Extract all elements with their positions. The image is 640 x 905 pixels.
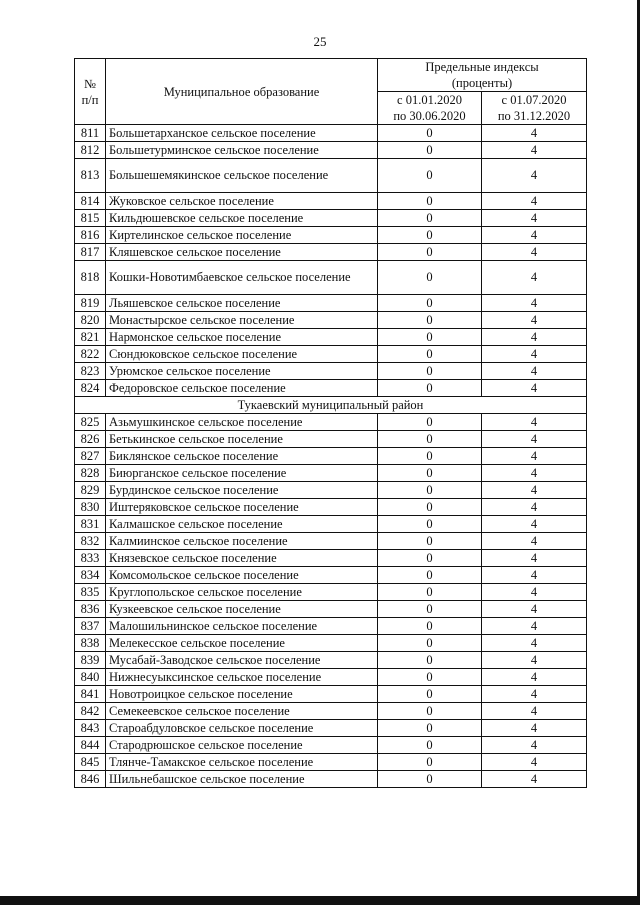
row-value-period1: 0 [378,754,482,771]
table-row [75,346,587,363]
section-row [75,397,587,414]
table-row [75,414,587,431]
row-value-period1: 0 [378,431,482,448]
row-value-period1: 0 [378,652,482,669]
row-name: Биклянское сельское поселение [106,448,378,465]
row-name: Бетькинское сельское поселение [106,431,378,448]
row-name: Калмашское сельское поселение [106,516,378,533]
row-value-period1: 0 [378,329,482,346]
table-row [75,584,587,601]
row-value-period1: 0 [378,533,482,550]
row-name: Бурдинское сельское поселение [106,482,378,499]
row-number: 839 [75,652,106,669]
row-name: Сюндюковское сельское поселение [106,346,378,363]
row-name: Льяшевское сельское поселение [106,295,378,312]
row-name: Биюрганское сельское поселение [106,465,378,482]
table-row [75,686,587,703]
row-number: 842 [75,703,106,720]
row-name: Монастырское сельское поселение [106,312,378,329]
table-row [75,499,587,516]
row-number: 827 [75,448,106,465]
row-number: 820 [75,312,106,329]
row-value-period2: 4 [482,346,587,363]
row-name: Азьмушкинское сельское поселение [106,414,378,431]
row-value-period2: 4 [482,635,587,652]
table-row [75,363,587,380]
row-value-period1: 0 [378,703,482,720]
row-name: Мусабай-Заводское сельское поселение [106,652,378,669]
row-value-period1: 0 [378,669,482,686]
row-name: Урюмское сельское поселение [106,363,378,380]
row-number: 834 [75,567,106,584]
row-name: Малошильнинское сельское поселение [106,618,378,635]
table-row [75,720,587,737]
header-period1-line1: с 01.01.2020 [397,93,462,107]
row-name: Князевское сельское поселение [106,550,378,567]
row-value-period1: 0 [378,686,482,703]
table-row [75,567,587,584]
table-row [75,482,587,499]
row-number: 844 [75,737,106,754]
row-value-period2: 4 [482,652,587,669]
table-row [75,295,587,312]
scan-edge-bottom [0,896,640,905]
header-municipality: Муниципальное образование [106,59,378,125]
row-value-period1: 0 [378,210,482,227]
table-row [75,601,587,618]
row-number: 823 [75,363,106,380]
table-row [75,618,587,635]
row-number: 811 [75,125,106,142]
header-period1 [378,92,482,125]
row-value-period2: 4 [482,261,587,295]
row-value-period1: 0 [378,720,482,737]
row-value-period1: 0 [378,312,482,329]
row-name: Круглопольское сельское поселение [106,584,378,601]
row-number: 829 [75,482,106,499]
row-name: Нижнесуыксинское сельское поселение [106,669,378,686]
row-number: 824 [75,380,106,397]
table-row [75,125,587,142]
row-value-period2: 4 [482,771,587,788]
row-value-period1: 0 [378,482,482,499]
table-row [75,635,587,652]
row-value-period2: 4 [482,703,587,720]
row-value-period1: 0 [378,618,482,635]
row-value-period1: 0 [378,193,482,210]
header-number-line1: № [84,76,96,91]
row-number: 831 [75,516,106,533]
row-value-period2: 4 [482,448,587,465]
section-title: Тукаевский муниципальный район [75,397,587,414]
row-number: 822 [75,346,106,363]
row-value-period1: 0 [378,448,482,465]
row-name: Нармонское сельское поселение [106,329,378,346]
row-value-period2: 4 [482,737,587,754]
table-row [75,754,587,771]
row-number: 828 [75,465,106,482]
row-value-period1: 0 [378,380,482,397]
row-value-period1: 0 [378,227,482,244]
row-value-period2: 4 [482,567,587,584]
header-period1-line2: по 30.06.2020 [393,109,466,123]
table-row [75,771,587,788]
row-number: 833 [75,550,106,567]
row-value-period1: 0 [378,584,482,601]
table-row [75,465,587,482]
row-value-period1: 0 [378,159,482,193]
row-value-period2: 4 [482,329,587,346]
header-period2-line1: с 01.07.2020 [501,93,567,107]
row-number: 816 [75,227,106,244]
row-name: Тлянче-Тамакское сельское поселение [106,754,378,771]
row-name: Мелекесское сельское поселение [106,635,378,652]
row-number: 846 [75,771,106,788]
row-value-period1: 0 [378,142,482,159]
row-number: 825 [75,414,106,431]
row-value-period1: 0 [378,567,482,584]
row-number: 845 [75,754,106,771]
row-value-period1: 0 [378,244,482,261]
row-number: 832 [75,533,106,550]
row-name: Киртелинское сельское поселение [106,227,378,244]
row-name: Кильдюшевское сельское поселение [106,210,378,227]
row-name: Семекеевское сельское поселение [106,703,378,720]
row-name: Староабдуловское сельское поселение [106,720,378,737]
header-indices-line2: (проценты) [451,76,513,90]
row-value-period2: 4 [482,601,587,618]
row-number: 841 [75,686,106,703]
header-period2-line2: по 31.12.2020 [497,109,571,123]
row-value-period2: 4 [482,550,587,567]
header-indices-line1: Предельные индексы [425,60,539,74]
row-number: 836 [75,601,106,618]
row-value-period1: 0 [378,261,482,295]
table-row [75,669,587,686]
indices-table [74,58,587,788]
row-value-period1: 0 [378,771,482,788]
row-value-period2: 4 [482,754,587,771]
table-row [75,142,587,159]
row-value-period2: 4 [482,142,587,159]
row-value-period1: 0 [378,414,482,431]
table-row [75,533,587,550]
row-value-period2: 4 [482,244,587,261]
table-row [75,703,587,720]
row-value-period1: 0 [378,295,482,312]
row-value-period2: 4 [482,363,587,380]
table-row [75,193,587,210]
row-name: Калмиинское сельское поселение [106,533,378,550]
row-number: 813 [75,159,106,193]
row-name: Стародрюшское сельское поселение [106,737,378,754]
row-number: 837 [75,618,106,635]
header-number [75,59,106,125]
row-value-period2: 4 [482,312,587,329]
table-row [75,550,587,567]
row-value-period2: 4 [482,584,587,601]
row-number: 835 [75,584,106,601]
table-row [75,431,587,448]
row-number: 826 [75,431,106,448]
row-number: 840 [75,669,106,686]
row-value-period2: 4 [482,686,587,703]
row-number: 819 [75,295,106,312]
row-value-period1: 0 [378,125,482,142]
row-number: 838 [75,635,106,652]
row-value-period1: 0 [378,465,482,482]
row-value-period2: 4 [482,380,587,397]
table-row [75,244,587,261]
row-value-period2: 4 [482,482,587,499]
table-row [75,448,587,465]
row-value-period2: 4 [482,618,587,635]
row-value-period2: 4 [482,414,587,431]
row-value-period1: 0 [378,516,482,533]
row-number: 812 [75,142,106,159]
row-number: 830 [75,499,106,516]
table-row [75,329,587,346]
table-row [75,159,587,193]
table-row [75,210,587,227]
row-number: 814 [75,193,106,210]
row-value-period1: 0 [378,737,482,754]
row-name: Новотроицкое сельское поселение [106,686,378,703]
row-name: Большетарханское сельское поселение [106,125,378,142]
row-value-period1: 0 [378,346,482,363]
table-row [75,652,587,669]
table-row [75,312,587,329]
row-value-period2: 4 [482,210,587,227]
table-row [75,737,587,754]
row-value-period1: 0 [378,363,482,380]
row-name: Федоровское сельское поселение [106,380,378,397]
row-name: Иштеряковское сельское поселение [106,499,378,516]
row-name: Комсомольское сельское поселение [106,567,378,584]
header-indices [378,59,587,92]
row-value-period2: 4 [482,516,587,533]
row-value-period1: 0 [378,499,482,516]
row-number: 818 [75,261,106,295]
row-value-period2: 4 [482,193,587,210]
row-name: Кляшевское сельское поселение [106,244,378,261]
row-value-period2: 4 [482,125,587,142]
row-value-period2: 4 [482,431,587,448]
header-period2 [482,92,587,125]
row-name: Жуковское сельское поселение [106,193,378,210]
row-value-period2: 4 [482,533,587,550]
row-value-period2: 4 [482,669,587,686]
row-name: Кузкеевское сельское поселение [106,601,378,618]
row-value-period1: 0 [378,550,482,567]
row-value-period1: 0 [378,635,482,652]
table-row [75,227,587,244]
table-row [75,516,587,533]
row-name: Шильнебашское сельское поселение [106,771,378,788]
row-name: Кошки-Новотимбаевское сельское поселение [106,261,378,295]
row-value-period2: 4 [482,159,587,193]
row-value-period2: 4 [482,499,587,516]
row-value-period2: 4 [482,720,587,737]
table-row [75,380,587,397]
header-number-line2: п/п [81,92,99,107]
row-number: 843 [75,720,106,737]
row-number: 815 [75,210,106,227]
row-value-period2: 4 [482,295,587,312]
row-name: Большешемякинское сельское поселение [106,159,378,193]
row-name: Большетурминское сельское поселение [106,142,378,159]
row-value-period1: 0 [378,601,482,618]
table-row [75,261,587,295]
row-value-period2: 4 [482,465,587,482]
page-number: 25 [313,34,327,49]
row-value-period2: 4 [482,227,587,244]
row-number: 821 [75,329,106,346]
row-number: 817 [75,244,106,261]
